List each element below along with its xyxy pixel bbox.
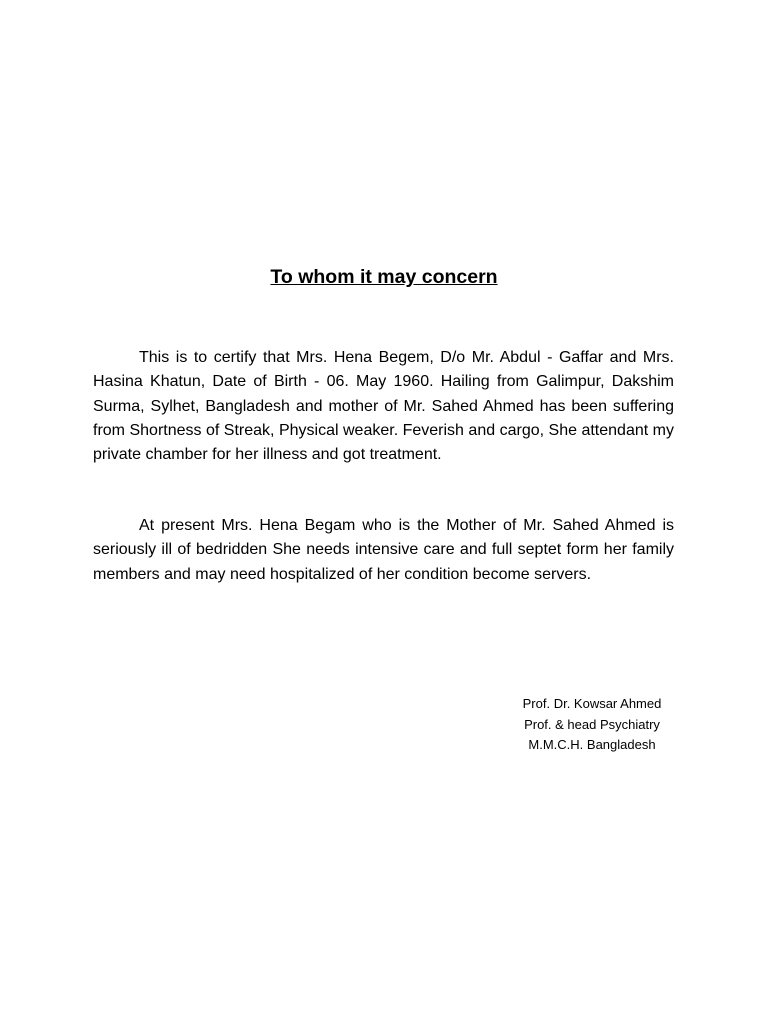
body-paragraph-certification: This is to certify that Mrs. Hena Begem, D/o Mr. Abdul - Gaffar and Mrs. Hasina Khatun, Date of Birth - 06. May 1960. Hailing from Galimpur, Dakshim Surma, Sylhet, Bangladesh and mother of Mr. Sahed Ahmed has been suffering from Shortness of Streak, Physical weaker. Feverish and cargo, She attendant my private chamber for her illness and got treatment. bbox=[93, 349, 674, 464]
signatory-name: Prof. Dr. Kowsar Ahmed bbox=[522, 696, 662, 711]
body-paragraph-condition: At present Mrs. Hena Begam who is the Mother of Mr. Sahed Ahmed is seriously ill of bedridden She needs intensive care and full septet form her family members and may need hospitalized of her condition become servers. bbox=[93, 517, 674, 583]
signatory-position: Prof. & head Psychiatry bbox=[524, 716, 660, 732]
signature-block bbox=[500, 694, 684, 756]
document-title: To whom it may concern bbox=[270, 266, 498, 288]
signatory-institution: M.M.C.H. Bangladesh bbox=[528, 737, 656, 752]
